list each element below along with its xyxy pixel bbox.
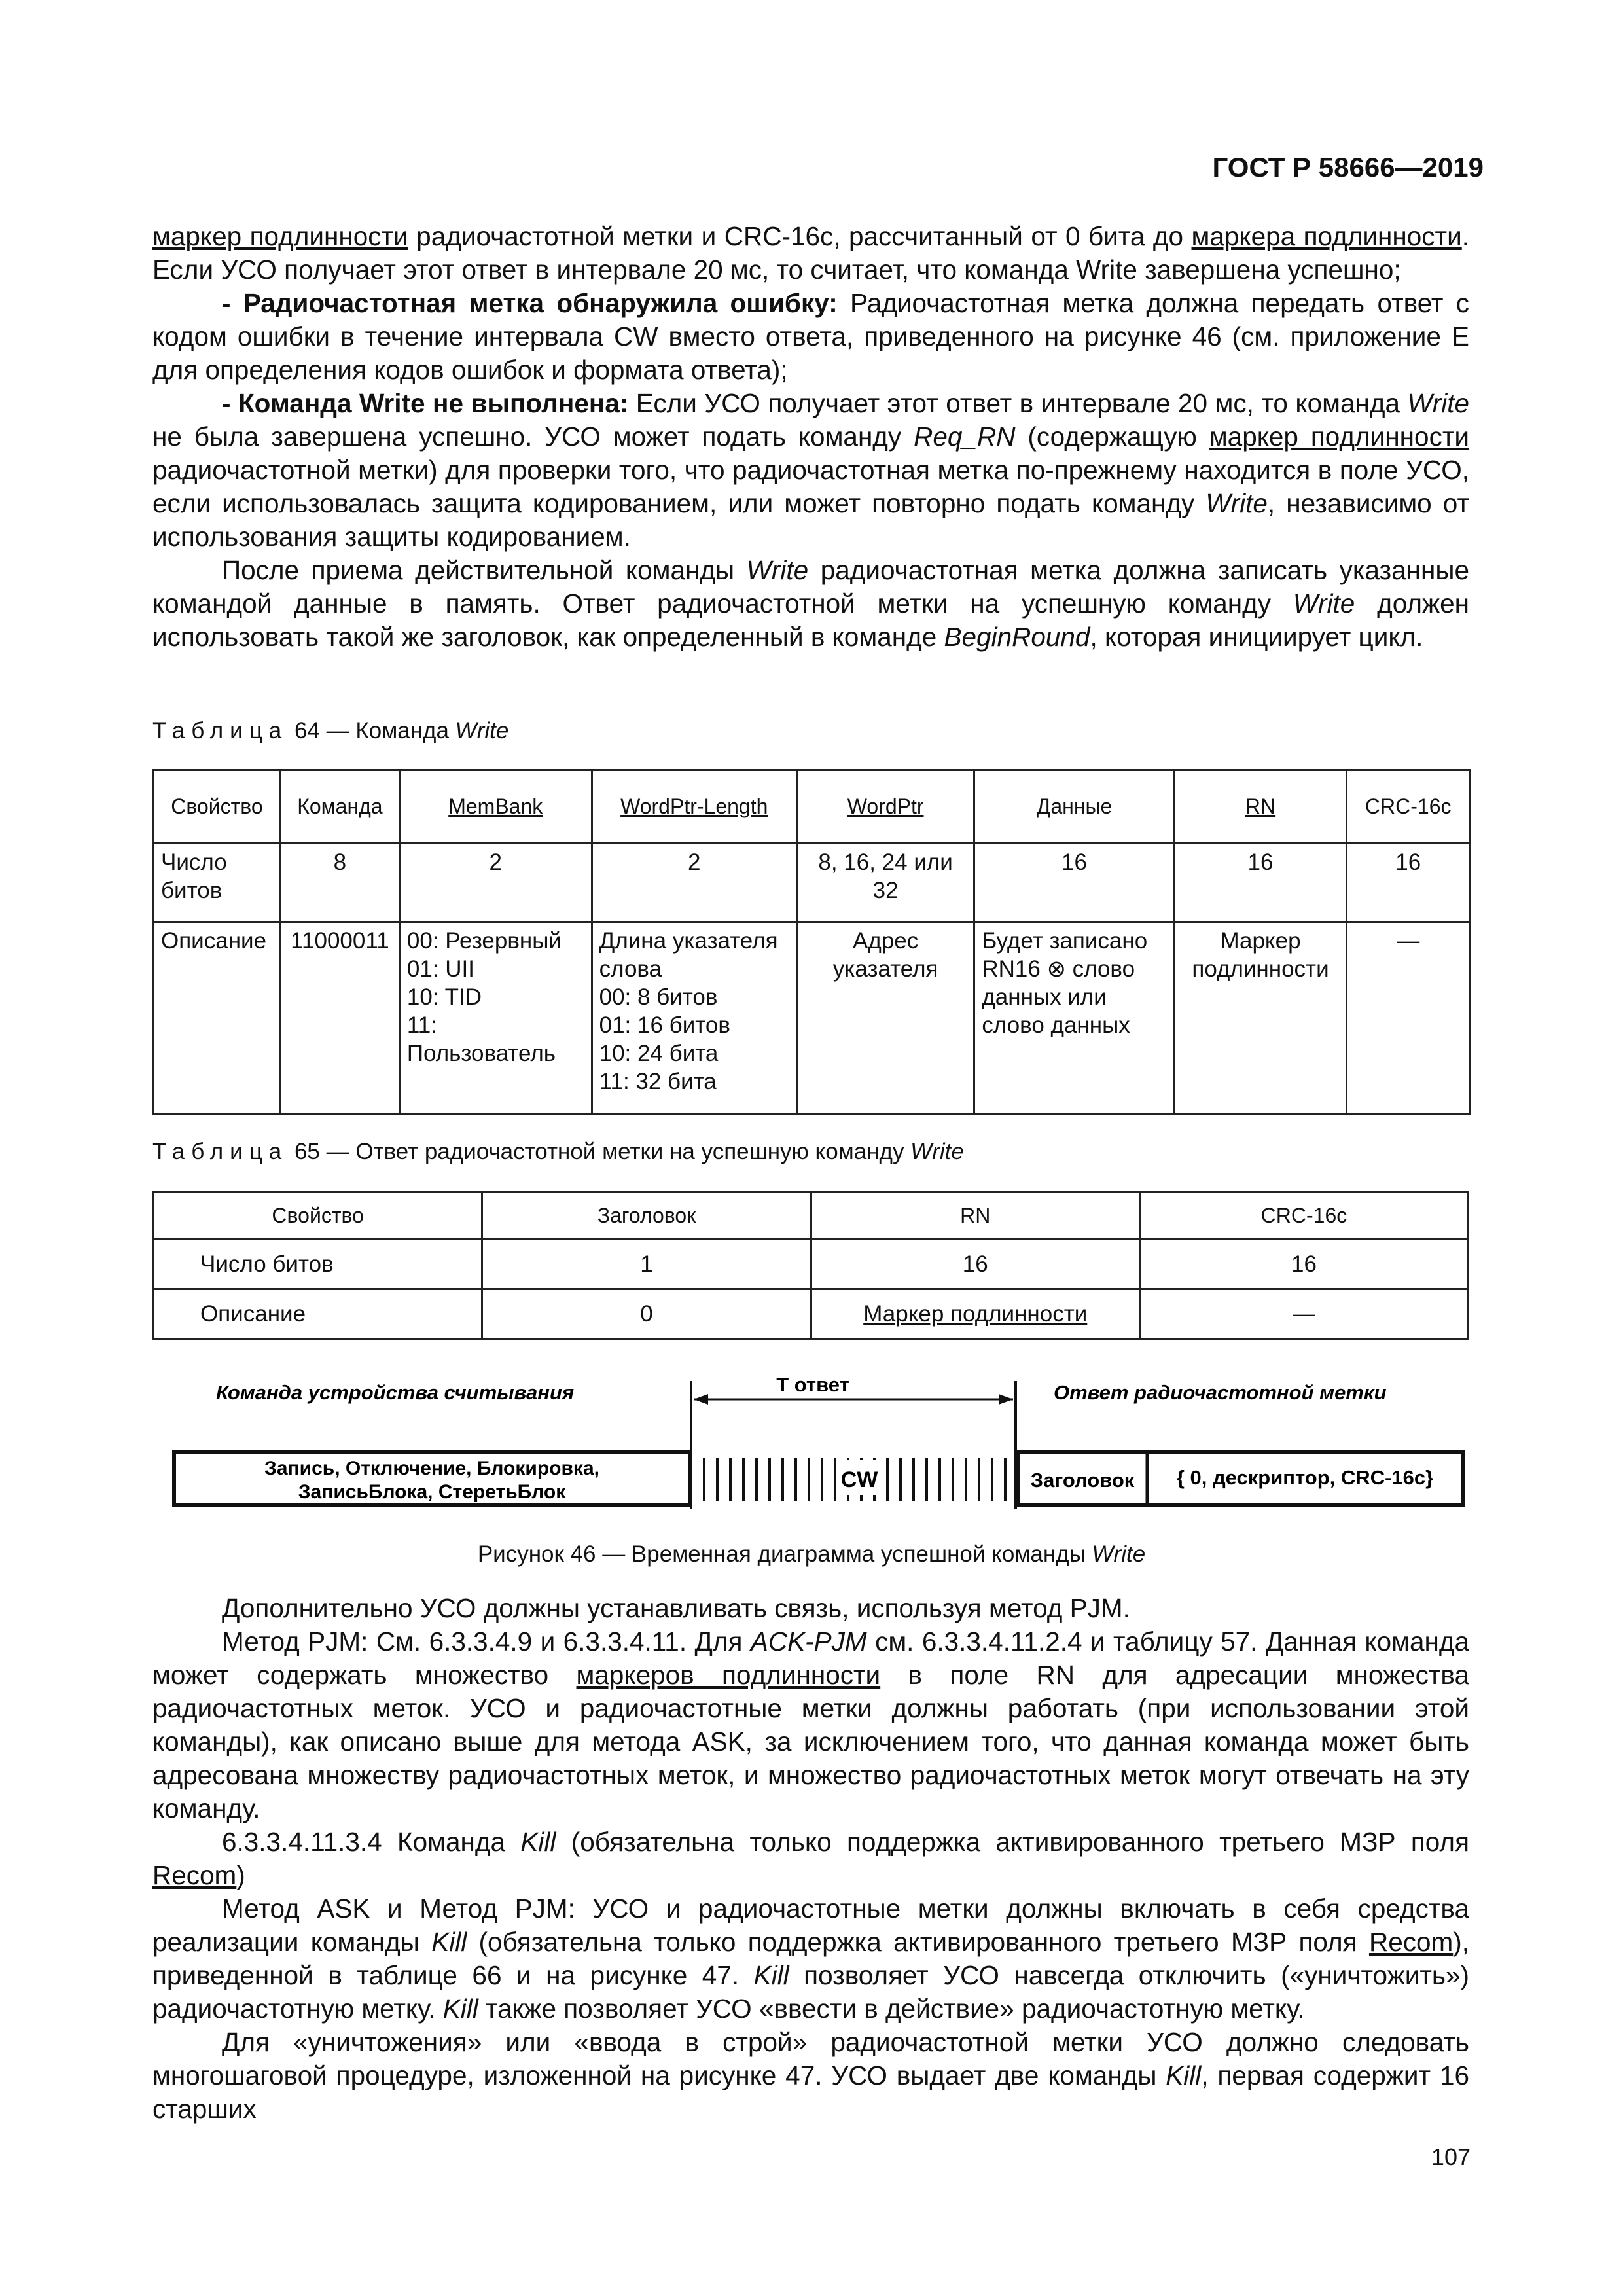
header-cell: WordPtr: [796, 770, 974, 844]
caption-text: 65 — Ответ радиочастотной метки на успешную команду: [288, 1139, 911, 1164]
caption-italic: Write: [910, 1139, 964, 1164]
caption-text: 64 — Команда: [288, 718, 455, 744]
text-run: радиочастотной метки и CRC-16c, рассчитанный от 0 бита до: [408, 221, 1192, 251]
table-row: [154, 1289, 1469, 1339]
italic-run: Kill: [431, 1927, 467, 1957]
cell-line: 00: Резервный: [406, 928, 562, 954]
table-cell: Число битов: [154, 1240, 482, 1289]
timing-diagram: [151, 1368, 1472, 1518]
text-run: 6.3.3.4.11.3.4 Команда: [222, 1827, 521, 1857]
italic-run: Kill: [1166, 2060, 1202, 2090]
italic-run: Write: [1407, 388, 1469, 418]
text-run: также позволяет УСО «ввести в действие» радиочастотную метку.: [478, 1994, 1305, 2024]
table-cell: —: [1347, 922, 1470, 1115]
table65: [152, 1191, 1469, 1340]
link-text: маркер подлинности: [152, 221, 408, 251]
text-run: в поле RN для адресации множества радиочастотных меток. УСО и радиочастотные метки должны работать (при использовании этой команды), как описано выше для метода ASK, за исключением того, что данная команда может быть адресована множеству радиочастотных меток, и множество радиочастотных меток могут отвечать на эту команду.: [152, 1660, 1469, 1823]
table65-caption: [152, 1139, 964, 1165]
table-cell: 11000011: [280, 922, 399, 1115]
table-cell: [592, 922, 796, 1115]
cw-label: CW: [840, 1467, 878, 1492]
paragraph: [152, 554, 1469, 654]
italic-run: ACK-PJM: [750, 1626, 867, 1657]
body-text-top: [152, 220, 1469, 654]
header-box-label: Заголовок: [1030, 1469, 1135, 1492]
paragraph: [152, 220, 1469, 287]
caption-label: Таблица: [152, 718, 289, 744]
text-run: Для «уничтожения» или «ввода в строй» радиочастотной метки УСО должно следовать многошаговой процедуре, изложенной на рисунке 47. УСО выдает две команды: [152, 2027, 1469, 2090]
text-run: , независимо от использования защиты кодированием.: [152, 488, 1469, 552]
cell-line: 10: 24 бита: [599, 1041, 719, 1066]
caption-text: Рисунок 46 — Временная диаграмма успешной команды: [477, 1541, 1092, 1567]
text-run: радиочастотной метки) для проверки того, что радиочастотная метка по-прежнему находится в поле УСО, если использовалась защита кодированием, или может повторно подать команду: [152, 455, 1469, 518]
table-cell: Описание: [154, 922, 281, 1115]
header-cell: RN: [1174, 770, 1347, 844]
paragraph: [152, 387, 1469, 554]
text-run: После приема действительной команды: [222, 555, 747, 585]
italic-run: Kill: [442, 1994, 478, 2024]
paragraph: [152, 1592, 1469, 1625]
table-cell: Число битов: [154, 844, 281, 922]
table-row: [154, 922, 1470, 1115]
table-cell: 16: [1139, 1240, 1468, 1289]
header-cell: Свойство: [154, 1193, 482, 1240]
link-text: Recom: [152, 1860, 237, 1890]
header-cell: Команда: [280, 770, 399, 844]
cell-line: 10: TID: [406, 984, 482, 1010]
italic-run: BeginRound: [944, 622, 1090, 652]
text-run: (обязательна только поддержка активированного третьего МЗР поля: [556, 1827, 1469, 1857]
standard-header: ГОСТ Р 58666—2019: [1212, 152, 1484, 183]
bold-run: - Команда Write не выполнена:: [222, 388, 629, 418]
link-text: Recom: [1368, 1927, 1454, 1957]
table-cell: 8, 16, 24 или 32: [796, 844, 974, 922]
link-text: маркер подлинности: [1209, 422, 1469, 452]
table-cell: 1: [482, 1240, 811, 1289]
paragraph: [152, 1892, 1469, 2026]
text-run: (обязательна только поддержка активированного третьего МЗР поля: [467, 1927, 1369, 1957]
italic-run: Kill: [520, 1827, 556, 1857]
text-run: позволяет УСО навсегда отключить («уничтожить») радиочастотную метку.: [152, 1960, 1469, 2024]
text-run: Метод PJM: См. 6.3.3.4.9 и 6.3.3.4.11. Для: [222, 1626, 751, 1657]
cell-line: 11: 32 бита: [599, 1069, 717, 1094]
table64-caption: [152, 718, 508, 744]
table-cell: [399, 922, 592, 1115]
text-run: не была завершена успешно. УСО может подать команду: [152, 422, 914, 452]
header-cell: CRC-16c: [1139, 1193, 1468, 1240]
arrow-left-icon: [694, 1394, 708, 1405]
link-text: маркеров подлинности: [576, 1660, 881, 1690]
text-run: , первая содержит 16 старших: [152, 2060, 1469, 2124]
arrow-right-icon: [999, 1394, 1013, 1405]
table-cell: 16: [1347, 844, 1470, 922]
header-cell: Свойство: [154, 770, 281, 844]
table-cell: 16: [811, 1240, 1139, 1289]
paragraph: [152, 1625, 1469, 1825]
text-run: . Если УСО получает этот ответ в интервале 20 мс, то считает, что команда Write завершена успешно;: [152, 221, 1469, 285]
text-run: Радиочастотная метка должна передать ответ с кодом ошибки в течение интервала CW вместо ответа, приведенного на рисунке 46 (см. приложение Е для определения кодов ошибок и формата ответа);: [152, 288, 1469, 385]
table-cell: Маркер подлинности: [1174, 922, 1347, 1115]
table-row: [154, 844, 1470, 922]
table-cell: 2: [592, 844, 796, 922]
text-run: Метод ASK и Метод PJM: УСО и радиочастотные метки должны включать в себя средства реализации команды: [152, 1893, 1469, 1957]
paragraph: [152, 2026, 1469, 2126]
text-run: Дополнительно УСО должны устанавливать связь, используя метод PJM.: [222, 1593, 1130, 1623]
figure46-caption: [0, 1541, 1623, 1568]
header-cell: WordPtr-Length: [592, 770, 796, 844]
header-cell: Данные: [974, 770, 1174, 844]
italic-run: Write: [1293, 588, 1355, 619]
table-cell: Адрес указателя: [796, 922, 974, 1115]
cell-line: 01: UII: [406, 956, 474, 982]
cell-line: 11: Пользователь: [406, 1013, 556, 1066]
text-run: ), приведенной в таблице 66 и на рисунке 47.: [152, 1927, 1469, 1990]
text-run: должен использовать такой же заголовок, как определенный в команде: [152, 588, 1469, 652]
text-run: (содержащую: [1015, 422, 1209, 452]
command-line-1: Запись, Отключение, Блокировка,: [264, 1458, 599, 1479]
bold-run: - Радиочастотная метка обнаружила ошибку:: [222, 288, 838, 318]
table64: [152, 769, 1471, 1115]
table-cell: 16: [974, 844, 1174, 922]
cell-line: 00: 8 битов: [599, 984, 718, 1010]
link-text: маркера подлинности: [1191, 221, 1462, 251]
header-cell: MemBank: [399, 770, 592, 844]
table-cell: 8: [280, 844, 399, 922]
italic-run: Write: [1205, 488, 1268, 518]
body-text-bottom: [152, 1592, 1469, 2126]
table-cell: Будет записано RN16 ⊗ слово данных или слово данных: [974, 922, 1174, 1115]
table-cell: Описание: [154, 1289, 482, 1339]
paragraph: [152, 287, 1469, 387]
reader-command-label: Команда устройства считывания: [216, 1381, 575, 1404]
header-cell: CRC-16c: [1347, 770, 1470, 844]
cell-line: Длина указателя слова: [599, 928, 778, 982]
text-run: , которая инициирует цикл.: [1090, 622, 1423, 652]
text-run: ): [236, 1860, 245, 1890]
cell-line: 01: 16 битов: [599, 1013, 730, 1038]
caption-label: Таблица: [152, 1139, 289, 1164]
t-response-label: Т ответ: [776, 1373, 849, 1396]
table-header-row: [154, 1193, 1469, 1240]
header-cell: RN: [811, 1193, 1139, 1240]
command-line-2: ЗаписьБлока, СтеретьБлок: [298, 1481, 566, 1503]
table-cell: 16: [1174, 844, 1347, 922]
response-box-label: { 0, дескриптор, CRC-16c}: [1176, 1466, 1434, 1489]
table-cell: 2: [399, 844, 592, 922]
table-row: [154, 1240, 1469, 1289]
paragraph: [152, 1825, 1469, 1892]
italic-run: Kill: [753, 1960, 789, 1990]
table-cell: 0: [482, 1289, 811, 1339]
table-cell: —: [1139, 1289, 1468, 1339]
table-cell: Маркер подлинности: [811, 1289, 1139, 1339]
caption-italic: Write: [455, 718, 509, 744]
italic-run: Write: [746, 555, 809, 585]
header-cell: Заголовок: [482, 1193, 811, 1240]
italic-run: Req_RN: [914, 422, 1016, 452]
text-run: радиочастотная метка должна записать указанные командой данные в память. Ответ радиочастотной метки на успешную команду: [152, 555, 1470, 619]
tag-response-label: Ответ радиочастотной метки: [1054, 1381, 1387, 1404]
text-run: см. 6.3.3.4.11.2.4 и таблицу 57. Данная команда может содержать множество: [152, 1626, 1469, 1690]
caption-italic: Write: [1092, 1541, 1146, 1567]
page-number: 107: [1431, 2144, 1471, 2170]
table-header-row: [154, 770, 1470, 844]
text-run: Если УСО получает этот ответ в интервале 20 мс, то команда: [628, 388, 1408, 418]
